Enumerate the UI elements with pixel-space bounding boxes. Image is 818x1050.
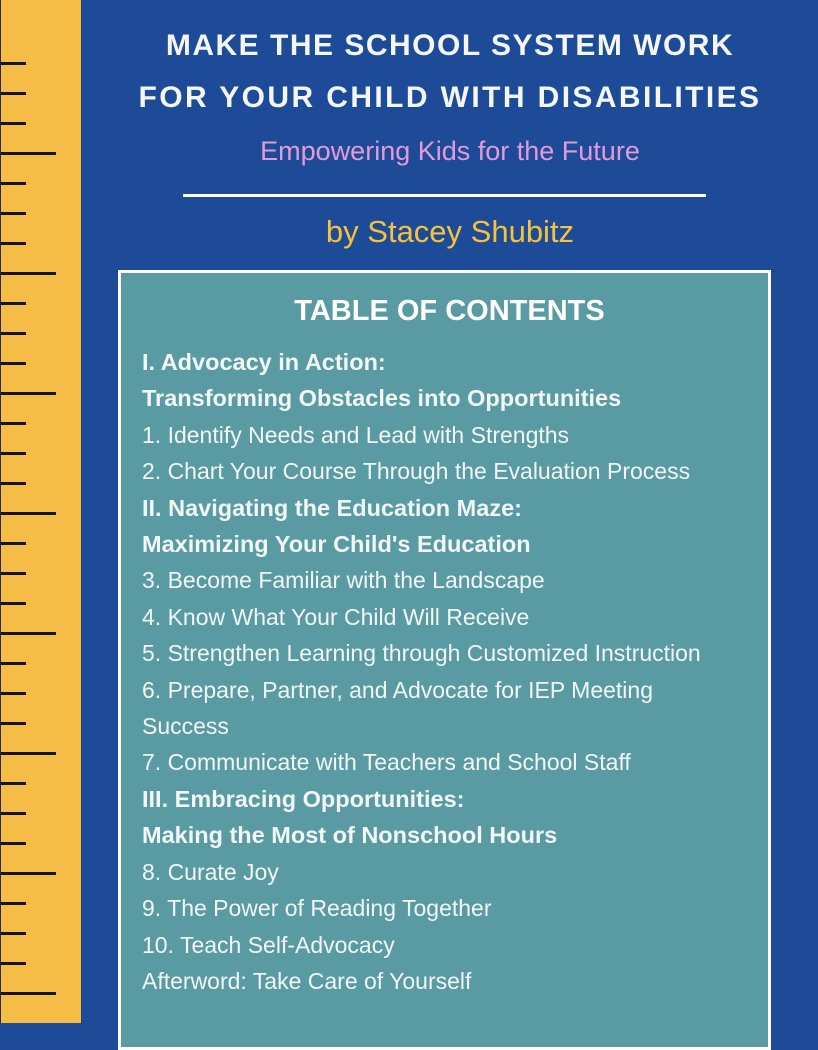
toc-part-heading: I. Advocacy in Action:	[142, 349, 386, 375]
toc-heading: TABLE OF CONTENTS	[294, 295, 605, 327]
toc-part-heading: Making the Most of Nonschool Hours	[142, 822, 558, 849]
ruler-tick-short	[1, 332, 26, 335]
ruler-tick-short	[1, 92, 26, 95]
toc-list	[121, 344, 768, 999]
header-divider	[183, 194, 706, 197]
ruler-tick-short	[1, 602, 26, 605]
ruler-tick-short	[1, 302, 26, 305]
ruler-tick-long	[1, 752, 56, 755]
ruler-tick-long	[1, 632, 56, 635]
author-byline: by Stacey Shubitz	[325, 214, 575, 249]
ruler-tick-short	[1, 212, 26, 215]
toc-part-heading: II. Navigating the Education Maze:	[142, 494, 522, 521]
toc-part-heading: Maximizing Your Child's Education	[142, 531, 531, 558]
ruler-tick-short	[1, 182, 26, 185]
ruler-tick-short	[1, 542, 26, 545]
ruler-tick-long	[1, 992, 56, 995]
ruler-tick-short	[1, 242, 26, 245]
book-title-line-1: MAKE THE SCHOOL SYSTEM WORK	[165, 29, 735, 62]
book-title	[82, 20, 818, 124]
toc-chapter-item: Success	[142, 713, 229, 740]
ruler-tick-short	[1, 662, 26, 665]
ruler-tick-short	[1, 422, 26, 425]
ruler-tick-long	[1, 152, 56, 155]
toc-chapter-item: 8. Curate Joy	[142, 858, 279, 885]
toc-chapter-item: 3. Become Familiar with the Landscape	[142, 567, 545, 594]
ruler-tick-short	[1, 572, 26, 575]
ruler-tick-long	[1, 872, 56, 875]
ruler-tick-short	[1, 482, 26, 485]
toc-part-heading: III. Embracing Opportunities:	[142, 785, 465, 812]
table-of-contents	[118, 270, 771, 1050]
toc-chapter-item: 2. Chart Your Course Through the Evaluation Process	[142, 458, 691, 485]
book-subtitle: Empowering Kids for the Future	[260, 136, 640, 166]
ruler-tick-short	[1, 842, 26, 845]
ruler-tick-short	[1, 902, 26, 905]
toc-chapter-item: 10. Teach Self-Advocacy	[142, 931, 395, 958]
toc-chapter-item: 7. Communicate with Teachers and School Staff	[142, 749, 631, 776]
toc-chapter-item: Afterword: Take Care of Yourself	[142, 967, 472, 994]
ruler-tick-short	[1, 452, 26, 455]
toc-chapter-item: 4. Know What Your Child Will Receive	[142, 603, 530, 630]
toc-chapter-item: 9. The Power of Reading Together	[142, 895, 492, 922]
ruler-decoration	[0, 0, 82, 1023]
ruler-tick-long	[1, 272, 56, 275]
ruler-tick-short	[1, 932, 26, 935]
ruler-tick-short	[1, 62, 26, 65]
ruler-tick-short	[1, 782, 26, 785]
toc-chapter-item: 1. Identify Needs and Lead with Strengths	[142, 421, 570, 448]
ruler-tick-short	[1, 362, 26, 365]
book-title-line-2: FOR YOUR CHILD WITH DISABILITIES	[138, 81, 762, 114]
cover-header	[82, 0, 818, 171]
ruler-tick-short	[1, 962, 26, 965]
ruler-tick-short	[1, 722, 26, 725]
toc-chapter-item: 6. Prepare, Partner, and Advocate for IEP Meeting	[142, 676, 653, 703]
toc-chapter-item: 5. Strengthen Learning through Customized Instruction	[142, 640, 701, 667]
ruler-tick-long	[1, 512, 56, 515]
ruler-tick-short	[1, 692, 26, 695]
ruler-tick-long	[1, 392, 56, 395]
ruler-tick-short	[1, 122, 26, 125]
toc-part-heading: Transforming Obstacles into Opportunities	[142, 385, 622, 412]
ruler-tick-short	[1, 812, 26, 815]
